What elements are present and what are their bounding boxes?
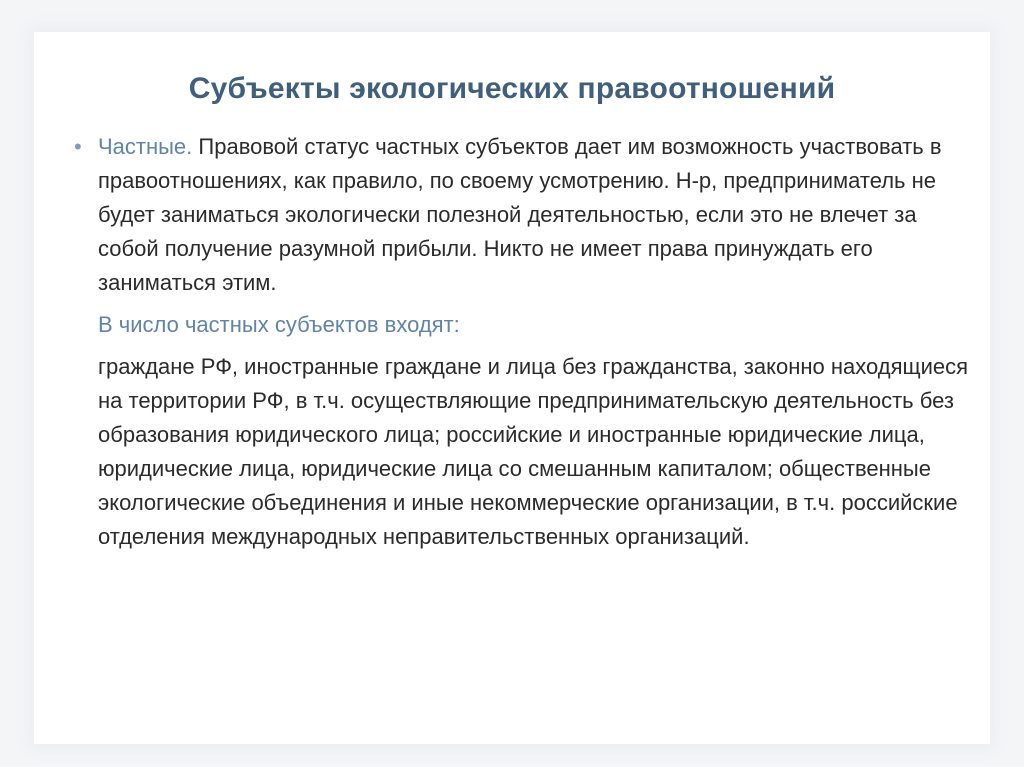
paragraph-subheading: В число частных субъектов входят:	[98, 312, 460, 337]
paragraph-subjects-list: граждане РФ, иностранные граждане и лица без гражданства, законно находящиеся на территории РФ, в т.ч. осуществляющие предпринимательскую деятельность без образования юридического лица; российские и иностранные юридические лица, юридические лица, юридические лица со смешанным капиталом; общественные экологические объединения и иные некоммерческие организации, в т.ч. российские отделения международных неправительственных организаций.	[98, 354, 969, 549]
paragraph-text: Правовой статус частных субъектов дает им возможность участвовать в правоотношениях, как правило, по своему усмотрению. Н-р, предприниматель не будет заниматься экологически полезной деятельностью, если это не влечет за собой получение разумной прибыли. Никто не имеет права принуждать его заниматься этим.	[98, 134, 942, 295]
slide-content	[74, 130, 974, 562]
slide	[34, 32, 990, 744]
paragraph-private-subjects	[74, 130, 974, 300]
bullet-icon: •	[74, 134, 82, 159]
paragraph-lead: Частные.	[98, 134, 193, 159]
slide-title: Субъекты экологических правоотношений	[188, 72, 836, 105]
